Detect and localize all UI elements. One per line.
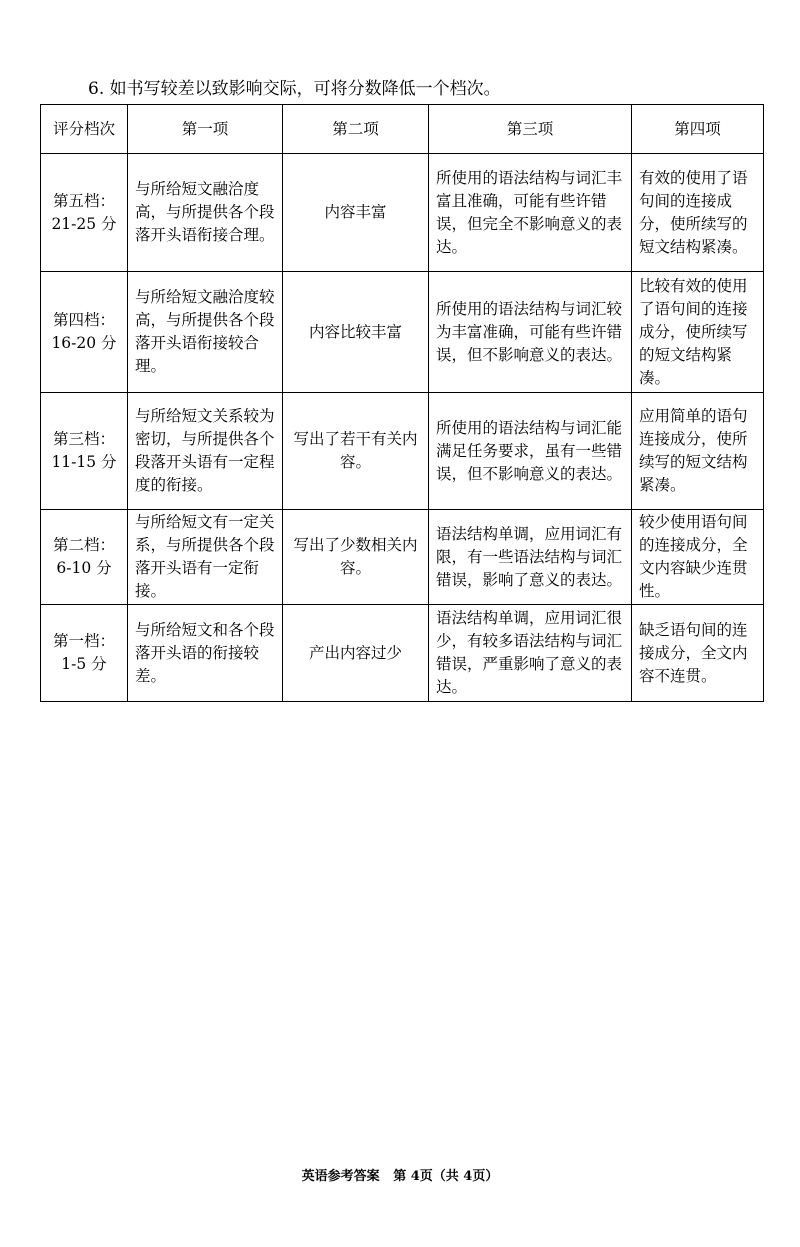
item1-cell: 与所给短文有一定关系，与所提供各个段落开头语有一定衔接。: [128, 510, 283, 605]
grade-score: 1-5 分: [61, 655, 107, 673]
grade-cell: [41, 272, 128, 393]
item4-cell: 较少使用语句间的连接成分，全文内容缺少连贯性。: [632, 510, 764, 605]
table-row: [41, 154, 764, 272]
scoring-note: 6. 如书写较差以致影响交际，可将分数降低一个档次。: [88, 79, 501, 99]
item1-cell: 与所给短文关系较为密切，与所提供各个段落开头语有一定程度的衔接。: [128, 393, 283, 510]
grade-label: 第三档：: [52, 430, 115, 448]
grade-score: 16-20 分: [51, 334, 117, 352]
scoring-rubric-table: [40, 104, 764, 702]
item3-cell: 语法结构单调，应用词汇有限，有一些语法结构与词汇错误，影响了意义的表达。: [429, 510, 632, 605]
item3-cell: 所使用的语法结构与词汇丰富且准确，可能有些许错误，但完全不影响意义的表达。: [429, 154, 632, 272]
grade-label: 第五档：: [52, 191, 115, 210]
header-item4: 第四项: [632, 105, 764, 154]
header-item1: 第一项: [128, 105, 283, 154]
item4-cell: 缺乏语句间的连接成分，全文内容不连贯。: [632, 605, 764, 702]
item4-cell: 比较有效的使用了语句间的连接成分，使所续写的短文结构紧凑。: [632, 272, 764, 393]
item3-cell: 所使用的语法结构与词汇较为丰富准确，可能有些许错误，但不影响意义的表达。: [429, 272, 632, 393]
table-row: [41, 510, 764, 605]
item2-cell: 产出内容过少: [283, 605, 429, 702]
grade-cell: [41, 510, 128, 605]
grade-score: 11-15 分: [51, 453, 117, 471]
grade-cell: [41, 393, 128, 510]
item1-cell: 与所给短文融洽度较高，与所提供各个段落开头语衔接较合理。: [128, 272, 283, 393]
table-row: [41, 605, 764, 702]
table-row: [41, 393, 764, 510]
item4-cell: 有效的使用了语句间的连接成分，使所续写的短文结构紧凑。: [632, 154, 764, 272]
table-header-row: [41, 105, 764, 154]
item2-cell: 写出了少数相关内容。: [283, 510, 429, 605]
grade-label: 第二档：: [52, 536, 115, 554]
item2-cell: 内容比较丰富: [283, 272, 429, 393]
header-item3: 第三项: [429, 105, 632, 154]
table-row: [41, 272, 764, 393]
grade-label: 第一档：: [52, 632, 115, 650]
item1-cell: 与所给短文融洽度高，与所提供各个段落开头语衔接合理。: [128, 154, 283, 272]
grade-score: 6-10 分: [56, 559, 112, 577]
grade-score: 21-25 分: [51, 214, 117, 233]
item1-cell: 与所给短文和各个段落开头语的衔接较差。: [128, 605, 283, 702]
item2-cell: 写出了若干有关内容。: [283, 393, 429, 510]
item3-cell: 语法结构单调，应用词汇很少，有较多语法结构与词汇错误，严重影响了意义的表达。: [429, 605, 632, 702]
item4-cell: 应用简单的语句连接成分，使所续写的短文结构紧凑。: [632, 393, 764, 510]
item3-cell: 所使用的语法结构与词汇能满足任务要求，虽有一些错误，但不影响意义的表达。: [429, 393, 632, 510]
grade-cell: [41, 154, 128, 272]
header-grade: 评分档次: [41, 105, 128, 154]
grade-cell: [41, 605, 128, 702]
page-footer: 英语参考答案 第 4页（共 4页）: [301, 1169, 499, 1184]
item2-cell: 内容丰富: [283, 154, 429, 272]
grade-label: 第四档：: [52, 311, 115, 329]
header-item2: 第二项: [283, 105, 429, 154]
